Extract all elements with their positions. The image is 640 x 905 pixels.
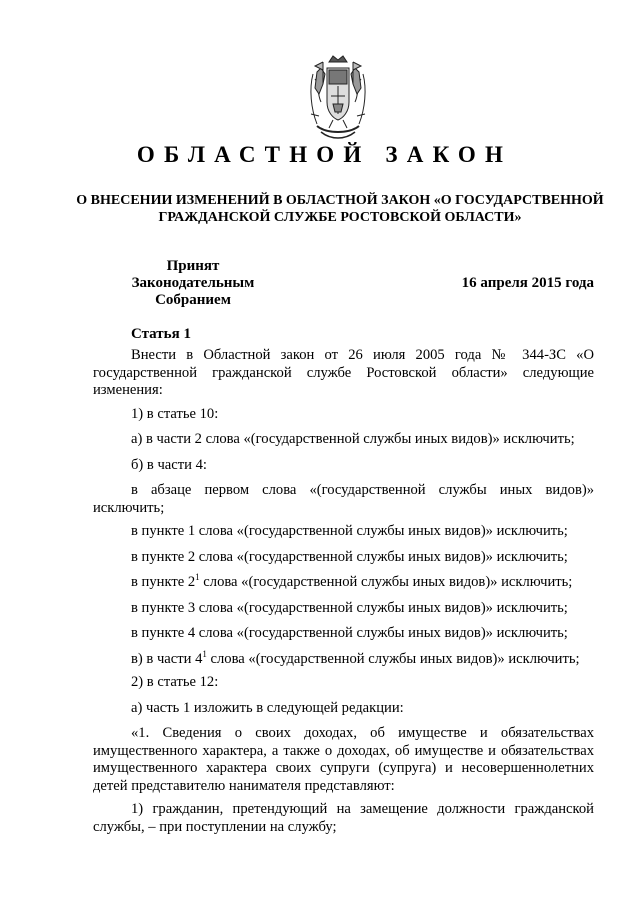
paragraph-part: слова «(государственной службы иных видов)» исключить;: [206, 650, 580, 667]
paragraph-part: в пункте 2: [131, 574, 196, 590]
paragraph: в пункте 1 слова «(государственной службы иных видов)» исключить;: [131, 523, 568, 539]
adopted-line-1: Принят: [166, 258, 220, 274]
paragraph: 1) гражданин, претендующий на замещение должности гражданской службы, – при поступлении на службу;: [93, 801, 594, 835]
adopted-by-label: [93, 258, 293, 309]
coat-of-arms-emblem: [305, 54, 371, 144]
paragraph: [93, 574, 594, 592]
adopted-line-2: Законодательным Собранием: [131, 275, 255, 308]
article-heading: Статья 1: [131, 326, 191, 342]
adopted-date: 16 апреля 2015 года: [461, 275, 594, 291]
document-title: ОБЛАСТНОЙ ЗАКОН: [136, 142, 513, 167]
paragraph-part: слова «(государственной службы иных видов)» исключить;: [199, 574, 573, 590]
paragraph: в пункте 3 слова «(государственной службы иных видов)» исключить;: [131, 599, 568, 616]
paragraph: «1. Сведения о своих доходах, об имуществе и обязательствах имущественного характера, а также о доходах, об имуществе и обязательствах имущественного характера своих супруги (супруга) и несовершеннолетних детей представителю нанимателя представляют:: [93, 725, 594, 794]
superscript: 1: [202, 648, 207, 659]
paragraph: [93, 648, 594, 669]
paragraph: а) в части 2 слова «(государственной службы иных видов)» исключить;: [131, 431, 575, 447]
paragraph: б) в части 4:: [131, 456, 207, 473]
paragraph: в пункте 2 слова «(государственной службы иных видов)» исключить;: [131, 548, 568, 565]
subtitle-line-1: О ВНЕСЕНИИ ИЗМЕНЕНИЙ В ОБЛАСТНОЙ ЗАКОН «О ГОСУДАРСТВЕННОЙ: [76, 193, 604, 208]
paragraph: 1) в статье 10:: [131, 405, 219, 422]
paragraph-part: в) в части 4: [131, 650, 203, 667]
superscript: 1: [195, 572, 200, 582]
paragraph: в пункте 4 слова «(государственной службы иных видов)» исключить;: [131, 625, 568, 641]
paragraph: 2) в статье 12:: [131, 674, 219, 690]
subtitle-line-2: ГРАЖДАНСКОЙ СЛУЖБЕ РОСТОВСКОЙ ОБЛАСТИ»: [158, 210, 522, 225]
paragraph: в абзаце первом слова «(государственной службы иных видов)» исключить;: [93, 482, 594, 516]
paragraph: а) часть 1 изложить в следующей редакции:: [131, 699, 404, 716]
document-body: [93, 347, 594, 842]
document-subtitle: [40, 192, 640, 226]
paragraph: Внести в Областной закон от 26 июля 2005 года № 344-ЗС «О государственной гражданской службе Ростовской области» следующие изменения:: [93, 347, 594, 398]
